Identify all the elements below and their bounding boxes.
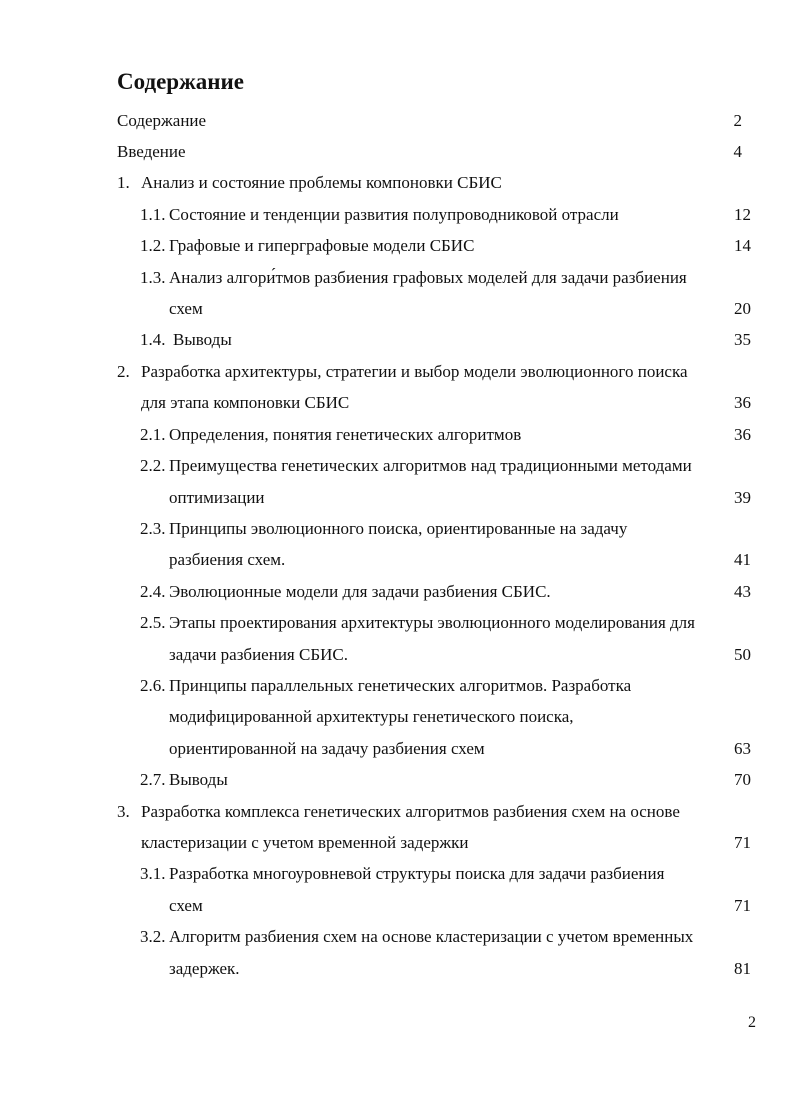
toc-section-1-1[interactable] xyxy=(140,199,751,230)
toc-entry-text: Принципы эволюционного поиска, ориентированные на задачу xyxy=(169,519,628,538)
toc-entry-text: схем xyxy=(169,299,203,318)
toc-entry-text: Введение xyxy=(117,142,186,161)
toc-entry-number: 1.4. xyxy=(140,330,166,349)
toc-section-2-2-continuation[interactable] xyxy=(140,482,751,513)
toc-entry-page: 20 xyxy=(734,299,751,318)
toc-section-2-5-continuation[interactable] xyxy=(140,639,751,670)
toc-entry-page: 36 xyxy=(734,393,751,412)
toc-entry-page: 4 xyxy=(733,142,742,161)
toc-entry-number: 2.7. xyxy=(140,770,166,789)
toc-chapter-2-continuation[interactable] xyxy=(117,387,751,418)
toc-entry-number: 3. xyxy=(117,802,130,821)
toc-entry-number: 2.4. xyxy=(140,582,166,601)
toc-entry-number: 1. xyxy=(117,173,130,192)
page-title: Содержание xyxy=(117,69,244,94)
toc-entry-text: Этапы проектирования архитектуры эволюционного моделирования для xyxy=(169,613,695,632)
toc-entry-page: 41 xyxy=(734,550,751,569)
toc-entry-intro[interactable] xyxy=(117,136,742,167)
toc-entry-page: 71 xyxy=(734,833,751,852)
toc-entry-text: Разработка многоуровневой структуры поиска для задачи разбиения xyxy=(169,864,665,883)
toc-entry-number: 2. xyxy=(117,362,130,381)
toc-entry-number: 1.3. xyxy=(140,268,166,287)
toc-entry-page: 14 xyxy=(734,236,751,255)
toc-entry-number: 1.2. xyxy=(140,236,166,255)
toc-entry-page: 70 xyxy=(734,770,751,789)
toc-entry-number: 2.3. xyxy=(140,519,166,538)
toc-section-1-4[interactable] xyxy=(140,324,751,355)
toc-section-2-6-continuation[interactable] xyxy=(140,701,751,732)
toc-entry-page: 35 xyxy=(734,330,751,349)
toc-section-3-1-continuation[interactable] xyxy=(140,890,751,921)
toc-section-2-6-continuation[interactable] xyxy=(140,733,751,764)
toc-section-2-1[interactable] xyxy=(140,419,751,450)
toc-entry-text: задержек. xyxy=(169,959,240,978)
toc-section-3-2-continuation[interactable] xyxy=(140,953,751,984)
toc-entry-text: задачи разбиения СБИС. xyxy=(169,645,348,664)
toc-section-1-2[interactable] xyxy=(140,230,751,261)
toc-entry-text: модифицированной архитектуры генетического поиска, xyxy=(169,707,574,726)
toc-section-2-3[interactable] xyxy=(140,513,751,544)
toc-section-3-1[interactable] xyxy=(140,858,751,889)
toc-entry-number: 3.2. xyxy=(140,927,166,946)
toc-entry-text: Выводы xyxy=(173,330,232,349)
toc-entry-number: 1.1. xyxy=(140,205,166,224)
toc-section-2-3-continuation[interactable] xyxy=(140,544,751,575)
toc-section-1-3[interactable] xyxy=(140,262,751,293)
toc-entry-page: 81 xyxy=(734,959,751,978)
toc-entry-text: разбиения схем. xyxy=(169,550,286,569)
toc-entry-text: Разработка архитектуры, стратегии и выбор модели эволюционного поиска xyxy=(141,362,688,381)
toc-entry-text: Графовые и гиперграфовые модели СБИС xyxy=(169,236,475,255)
toc-entry-text: Анализ и состояние проблемы компоновки СБИС xyxy=(141,173,502,192)
toc-entry-text: кластеризации с учетом временной задержки xyxy=(141,833,469,852)
toc-entry-page: 2 xyxy=(733,111,742,130)
toc-entry-text: схем xyxy=(169,896,203,915)
toc-chapter-3[interactable] xyxy=(117,796,751,827)
toc-entry-text: Анализ алгори́тмов разбиения графовых моделей для задачи разбиения xyxy=(169,268,687,287)
toc-entry-text: Алгоритм разбиения схем на основе кластеризации с учетом временных xyxy=(169,927,694,946)
toc-section-1-3-continuation[interactable] xyxy=(140,293,751,324)
toc-entry-text: Содержание xyxy=(117,111,207,130)
toc-section-2-6[interactable] xyxy=(140,670,751,701)
toc-entry-text: Эволюционные модели для задачи разбиения СБИС. xyxy=(169,582,551,601)
toc-entry-contents[interactable] xyxy=(117,105,742,136)
toc-entry-number: 2.6. xyxy=(140,676,166,695)
toc-entry-page: 71 xyxy=(734,896,751,915)
toc-entry-number: 2.1. xyxy=(140,425,166,444)
toc-entry-text: ориентированной на задачу разбиения схем xyxy=(169,739,485,758)
toc-entry-text: Выводы xyxy=(169,770,228,789)
toc-section-2-2[interactable] xyxy=(140,450,751,481)
toc-chapter-3-continuation[interactable] xyxy=(117,827,751,858)
toc-entry-text: Принципы параллельных генетических алгоритмов. Разработка xyxy=(169,676,632,695)
toc-entry-text: Состояние и тенденции развития полупроводниковой отрасли xyxy=(169,205,619,224)
page-number: 2 xyxy=(748,1014,756,1031)
toc-chapter-2[interactable] xyxy=(117,356,751,387)
toc-entry-page: 39 xyxy=(734,488,751,507)
toc-entry-number: 2.5. xyxy=(140,613,166,632)
toc-chapter-1[interactable] xyxy=(117,167,751,198)
toc-entry-number: 2.2. xyxy=(140,456,166,475)
toc-section-2-5[interactable] xyxy=(140,607,751,638)
toc-section-3-2[interactable] xyxy=(140,921,751,952)
toc-entry-number: 3.1. xyxy=(140,864,166,883)
toc-entry-page: 36 xyxy=(734,425,751,444)
toc-entry-text: для этапа компоновки СБИС xyxy=(141,393,350,412)
toc-entry-page: 12 xyxy=(734,205,751,224)
toc-section-2-7[interactable] xyxy=(140,764,751,795)
toc-entry-text: Разработка комплекса генетических алгоритмов разбиения схем на основе xyxy=(141,802,680,821)
toc-entry-text: Преимущества генетических алгоритмов над традиционными методами xyxy=(169,456,692,475)
toc-entry-text: оптимизации xyxy=(169,488,265,507)
toc-entry-page: 63 xyxy=(734,739,751,758)
toc-entry-text: Определения, понятия генетических алгоритмов xyxy=(169,425,522,444)
toc-entry-page: 50 xyxy=(734,645,751,664)
toc-section-2-4[interactable] xyxy=(140,576,751,607)
toc-entry-page: 43 xyxy=(734,582,751,601)
